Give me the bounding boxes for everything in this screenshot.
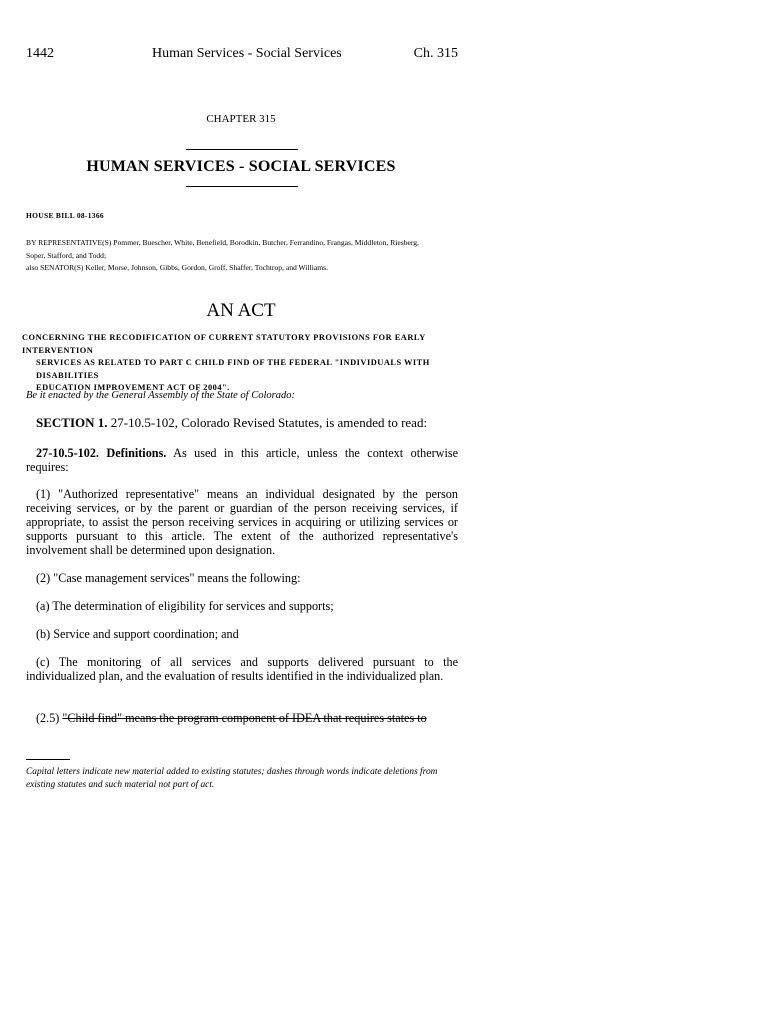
section-label: SECTION 1. — [36, 415, 108, 430]
concerning-line: CONCERNING THE RECODIFICATION OF CURRENT STATUTORY PROVISIONS FOR EARLY INTERVENTION — [22, 333, 426, 355]
definitions-text: As used in this article, unless the context otherwise requires: — [26, 446, 459, 474]
concerning-line: EDUCATION IMPROVEMENT ACT OF 2004". — [36, 383, 230, 392]
page-number: 1442 — [26, 46, 54, 61]
paragraph-2b — [26, 627, 458, 641]
enacting-clause: Be it enacted by the General Assembly of the State of Colorado: — [26, 390, 295, 401]
struck-text: "Child find" means the program component of IDEA that requires states to — [62, 711, 427, 725]
concerning-clause — [22, 332, 458, 395]
definitions-label: 27-10.5-102. Definitions. — [36, 446, 167, 460]
document-title: HUMAN SERVICES - SOCIAL SERVICES — [86, 158, 396, 175]
bill-number: HOUSE BILL 08-1366 — [26, 211, 104, 220]
paragraph-text: (1) "Authorized representative" means an individual designated by the person receiving services, or by the parent or guardian of the person receiving services, if appropriate, to assist the person receiving services in acquiring or utilizing services or supports pursuant to this article. The extent of the authorized representative's involvement shall be determined upon designation. — [26, 487, 458, 557]
paragraph-2-5 — [26, 711, 458, 725]
chapter-reference: Ch. 315 — [413, 46, 458, 61]
paragraph-2 — [26, 571, 458, 585]
paragraph-text: (c) The monitoring of all services and supports delivered pursuant to the individualized plan, and the evaluation of results identified in the individualized plan. — [26, 655, 458, 683]
paragraph-number: (2.5) — [36, 711, 60, 725]
definitions-paragraph — [26, 446, 458, 474]
act-heading: AN ACT — [206, 300, 276, 321]
running-title: Human Services - Social Services — [152, 46, 342, 61]
paragraph-text: (b) Service and support coordination; and — [36, 627, 239, 641]
footnote: Capital letters indicate new material added to existing statutes; dashes through words indicate deletions from existing statutes and such material not part of act. — [26, 767, 438, 790]
chapter-label: CHAPTER 315 — [206, 113, 276, 125]
running-header — [26, 46, 458, 66]
title-rule-bottom — [186, 186, 298, 187]
paragraph-2c — [26, 655, 458, 683]
sponsors-line: also SENATOR(S) Keller, Morse, Johnson, Gibbs, Gordon, Groff, Shaffer, Tochtrop, and Williams. — [26, 263, 328, 273]
section-text: 27-10.5-102, Colorado Revised Statutes, is amended to read: — [110, 415, 428, 430]
sponsors-line: Soper, Stafford, and Todd; — [26, 250, 107, 260]
sponsors-block — [26, 237, 458, 275]
concerning-line: SERVICES AS RELATED TO PART C CHILD FIND OF THE FEDERAL "INDIVIDUALS WITH DISABILITIES — [36, 358, 430, 380]
paragraph-1 — [26, 487, 458, 557]
footnote-rule — [26, 759, 70, 760]
paragraph-text: (2) "Case management services" means the following: — [36, 571, 301, 585]
paragraph-2a — [26, 599, 458, 613]
title-rule-top — [186, 149, 298, 150]
section-1 — [26, 416, 458, 430]
sponsors-line: BY REPRESENTATIVE(S) Pommer, Buescher, White, Benefield, Borodkin, Butcher, Ferrandino, Frangas, Middleton, Riesberg, — [26, 238, 419, 247]
paragraph-text: (a) The determination of eligibility for services and supports; — [36, 599, 334, 613]
